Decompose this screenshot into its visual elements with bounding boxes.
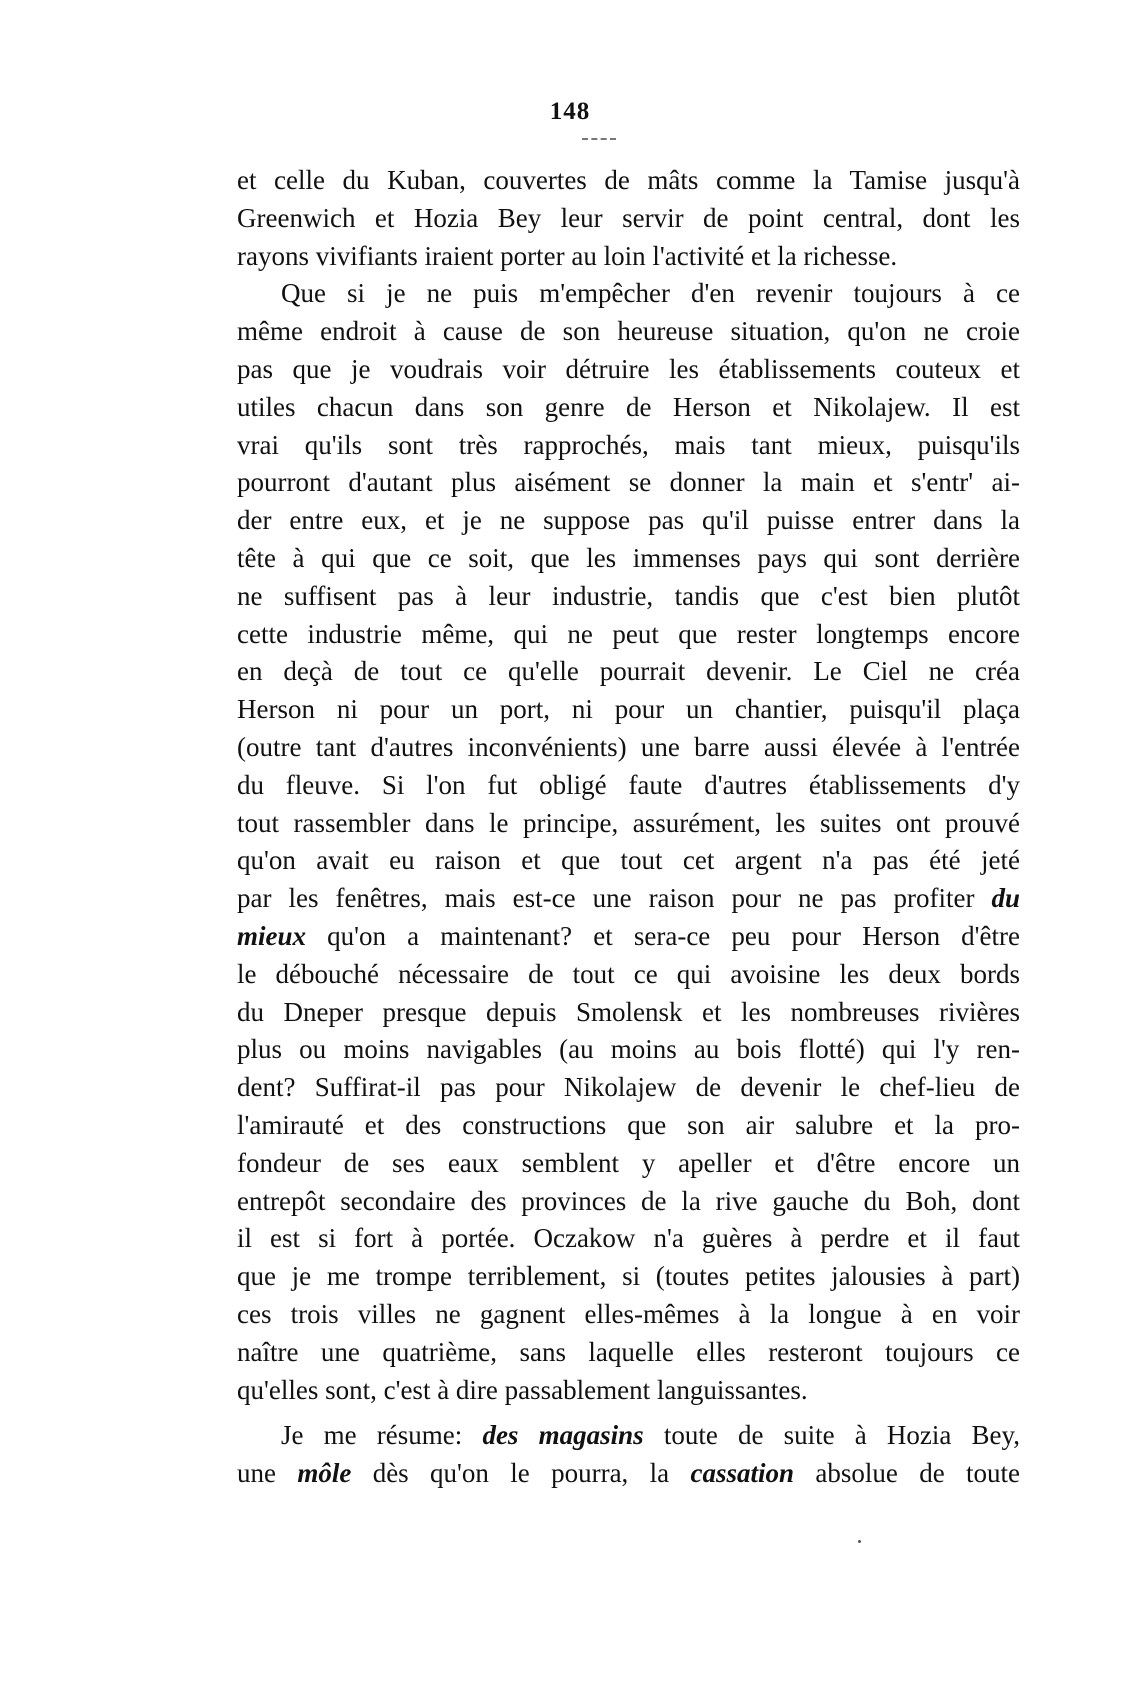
text-line: (outre tant d'autres inconvénients) une barre aussi élevée à l'entrée — [237, 731, 1020, 762]
italic-word: môle — [297, 1458, 352, 1489]
text-line: tout rassembler dans le principe, assurément, les suites ont prouvé — [237, 807, 1020, 838]
text-line: même endroit à cause de son heureuse situation, qu'on ne croie — [237, 316, 1020, 347]
text-line-mixed — [237, 880, 1020, 918]
italic-word: des magasins — [482, 1420, 644, 1451]
paragraph-2 — [237, 275, 1020, 1409]
text-line: et celle du Kuban, couvertes de mâts comme la Tamise jusqu'à — [237, 165, 1020, 195]
text-line: que je me trompe terriblement, si (toutes petites jalousies à part) — [237, 1261, 1020, 1292]
text-line: en deçà de tout ce qu'elle pourrait devenir. Le Ciel ne créa — [237, 656, 1020, 687]
paragraph-1 — [237, 162, 1020, 275]
italic-word: mieux — [237, 920, 307, 951]
text-line: tête à qui que ce soit, que les immenses pays qui sont derrière — [237, 542, 1020, 573]
text-line: der entre eux, et je ne suppose pas qu'il puisse entrer dans la — [237, 505, 1020, 536]
text-line: plus ou moins navigables (au moins au bois flotté) qui l'y ren- — [237, 1034, 1020, 1065]
text-line: pas que je voudrais voir détruire les établissements couteux et — [237, 353, 1020, 384]
italic-word: du — [991, 883, 1020, 914]
text-line: le débouché nécessaire de tout ce qui avoisine les deux bords — [237, 958, 1020, 989]
text-line: rayons vivifiants iraient porter au loin l'activité et la richesse. — [237, 240, 898, 271]
text-line: qu'elles sont, c'est à dire passablement languissantes. — [237, 1374, 808, 1405]
text-line: il est si fort à portée. Oczakow n'a guères à perdre et il faut — [237, 1223, 1020, 1254]
text-segment: absolue de toute — [815, 1458, 1020, 1489]
text-line: ne suffisent pas à leur industrie, tandis que c'est bien plutôt — [237, 580, 1020, 611]
text-segment: toute de suite à Hozia Bey, — [663, 1420, 1020, 1451]
page-number: 148 — [549, 98, 591, 125]
text-line: cette industrie même, qui ne peut que rester longtemps encore — [237, 618, 1020, 649]
text-line: Que si je ne puis m'empêcher d'en revenir toujours à ce — [281, 278, 1020, 309]
text-line: ces trois villes ne gagnent elles-mêmes à la longue à en voir — [237, 1298, 1020, 1329]
body-text — [237, 162, 1020, 1493]
text-line-mixed — [237, 1455, 1020, 1493]
italic-word: cassation — [690, 1458, 795, 1489]
text-line-mixed — [237, 1417, 1020, 1455]
page-number-rule — [582, 138, 616, 140]
text-line: dent? Suffirat-il pas pour Nikolajew de devenir le chef-lieu de — [237, 1072, 1020, 1103]
text-segment: par les fenêtres, mais est-ce une raison pour ne pas profiter — [237, 883, 975, 914]
text-segment: dès qu'on le pourra, la — [372, 1458, 670, 1489]
text-segment: qu'on a maintenant? et sera-ce peu pour Herson d'être — [327, 920, 1020, 951]
text-line: entrepôt secondaire des provinces de la rive gauche du Boh, dont — [237, 1185, 1020, 1216]
text-line: qu'on avait eu raison et que tout cet argent n'a pas été jeté — [237, 845, 1020, 876]
scan-speck — [858, 1540, 861, 1543]
paragraph-gap — [237, 1409, 1020, 1417]
text-line: Greenwich et Hozia Bey leur servir de point central, dont les — [237, 202, 1020, 233]
paragraph-3 — [237, 1417, 1020, 1493]
text-line: vrai qu'ils sont très rapprochés, mais tant mieux, puisqu'ils — [237, 429, 1020, 460]
text-line: du Dneper presque depuis Smolensk et les nombreuses rivières — [237, 996, 1020, 1027]
text-line: fondeur de ses eaux semblent y apeller et d'être encore un — [237, 1147, 1020, 1178]
text-line: naître une quatrième, sans laquelle elles resteront toujours ce — [237, 1336, 1020, 1367]
text-line: utiles chacun dans son genre de Herson et Nikolajew. Il est — [237, 391, 1020, 422]
text-line-mixed — [237, 918, 1020, 956]
text-segment: Je me résume: — [281, 1420, 463, 1451]
text-line: pourront d'autant plus aisément se donner la main et s'entr' ai- — [237, 467, 1020, 498]
text-line: du fleuve. Si l'on fut obligé faute d'autres établissements d'y — [237, 769, 1020, 800]
text-line: l'amirauté et des constructions que son air salubre et la pro- — [237, 1109, 1020, 1140]
text-segment: une — [237, 1458, 276, 1489]
text-line: Herson ni pour un port, ni pour un chantier, puisqu'il plaça — [237, 694, 1020, 725]
